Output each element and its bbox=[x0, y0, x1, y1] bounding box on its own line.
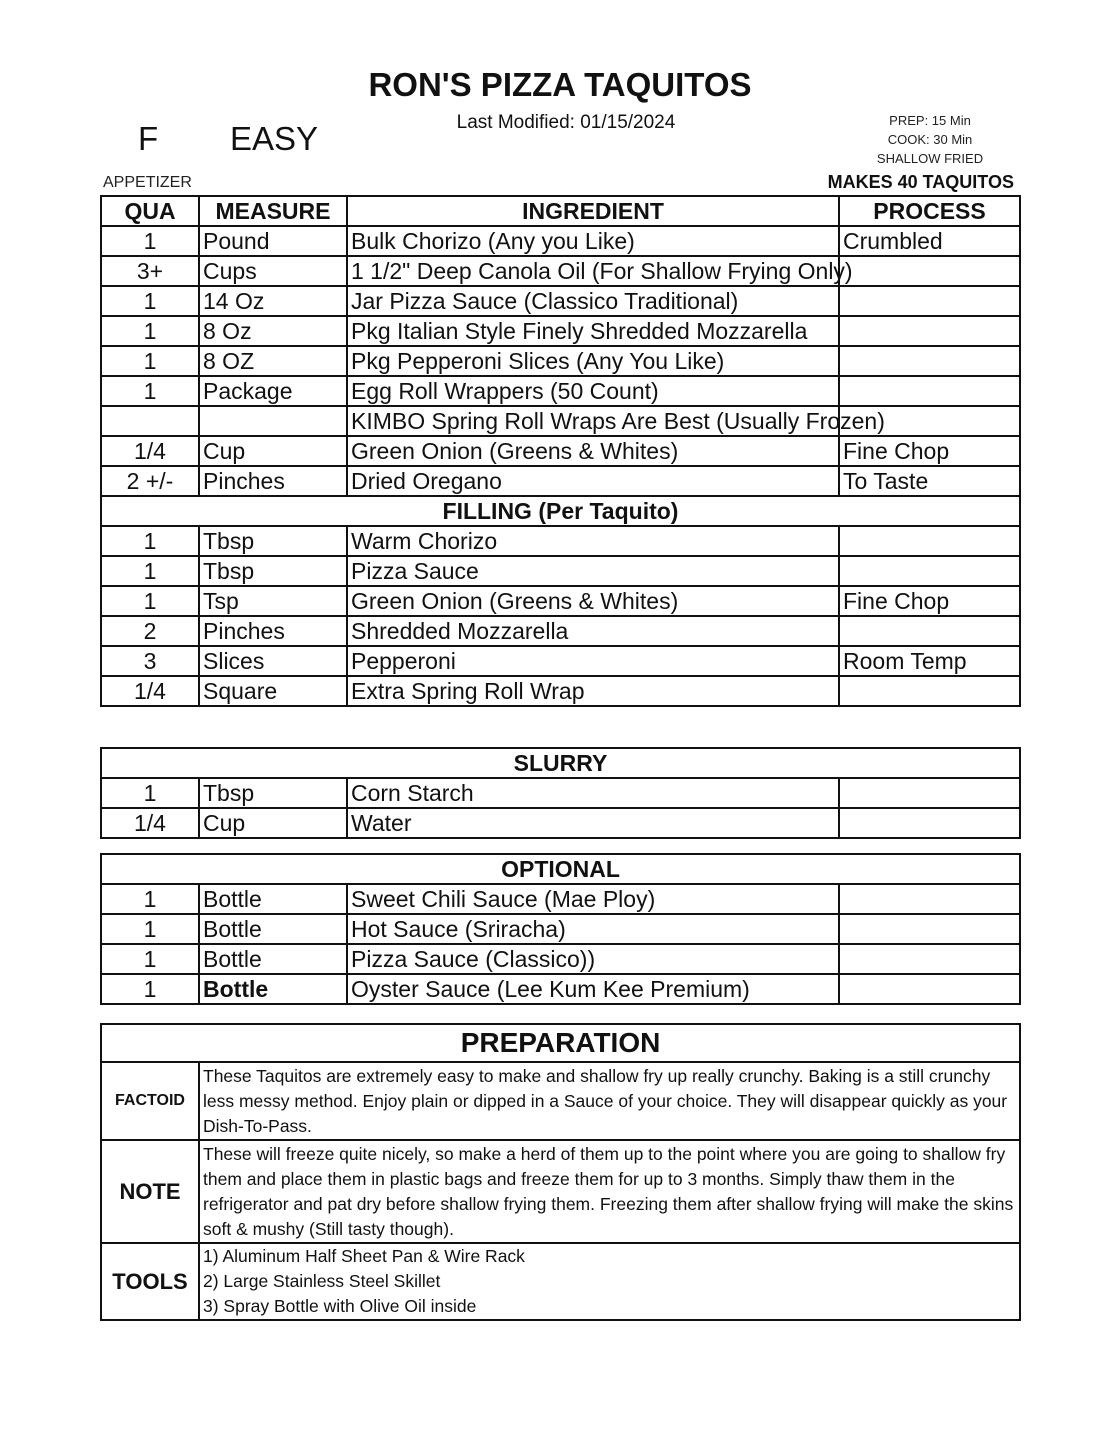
qty-cell: 1 bbox=[101, 556, 199, 586]
tool-item: 1) Aluminum Half Sheet Pan & Wire Rack bbox=[203, 1246, 525, 1266]
table-row bbox=[101, 316, 1020, 346]
ingredient-cell: 1 1/2" Deep Canola Oil (For Shallow Frying Only) bbox=[347, 256, 839, 286]
qty-cell: 1 bbox=[101, 286, 199, 316]
measure-cell: Bottle bbox=[199, 944, 347, 974]
measure-cell: Bottle bbox=[199, 914, 347, 944]
note-row bbox=[101, 1140, 1020, 1243]
ingredient-cell: KIMBO Spring Roll Wraps Are Best (Usually Frozen) bbox=[347, 406, 839, 436]
section-header-row bbox=[101, 854, 1020, 884]
section-header-row bbox=[101, 1024, 1020, 1062]
process-cell bbox=[839, 808, 1020, 838]
qty-cell: 1 bbox=[101, 778, 199, 808]
measure-cell: Tbsp bbox=[199, 556, 347, 586]
table-row bbox=[101, 466, 1020, 496]
qty-cell: 1/4 bbox=[101, 436, 199, 466]
table-row bbox=[101, 778, 1020, 808]
ingredient-cell: Shredded Mozzarella bbox=[347, 616, 839, 646]
tool-item: 2) Large Stainless Steel Skillet bbox=[203, 1271, 441, 1291]
qty-cell: 2 +/- bbox=[101, 466, 199, 496]
ingredients-table bbox=[100, 195, 1021, 707]
table-row bbox=[101, 586, 1020, 616]
table-row bbox=[101, 914, 1020, 944]
tools-list bbox=[199, 1243, 1020, 1320]
table-row bbox=[101, 406, 1020, 436]
time-info bbox=[860, 111, 1000, 168]
table-row bbox=[101, 616, 1020, 646]
table-row bbox=[101, 884, 1020, 914]
qty-cell: 1/4 bbox=[101, 808, 199, 838]
measure-cell bbox=[199, 406, 347, 436]
process-cell bbox=[839, 884, 1020, 914]
ingredient-cell: Jar Pizza Sauce (Classico Traditional) bbox=[347, 286, 839, 316]
qty-cell: 1 bbox=[101, 376, 199, 406]
ingredient-cell: Pepperoni bbox=[347, 646, 839, 676]
ingredient-cell: Hot Sauce (Sriracha) bbox=[347, 914, 839, 944]
process-cell bbox=[839, 676, 1020, 706]
process-cell: Fine Chop bbox=[839, 586, 1020, 616]
col-header-process: PROCESS bbox=[839, 196, 1020, 226]
ingredient-cell: Pizza Sauce bbox=[347, 556, 839, 586]
factoid-text: These Taquitos are extremely easy to make and shallow fry up really crunchy. Baking is a still crunchy less messy method. Enjoy plain or dipped in a Sauce of your choice. They will disappear quickly as your Dish-To-Pass. bbox=[199, 1062, 1020, 1140]
measure-cell: Cup bbox=[199, 436, 347, 466]
section-header-row bbox=[101, 496, 1020, 526]
ingredient-cell: Extra Spring Roll Wrap bbox=[347, 676, 839, 706]
qty-cell: 1 bbox=[101, 346, 199, 376]
optional-section-title: OPTIONAL bbox=[101, 854, 1020, 884]
tools-row bbox=[101, 1243, 1020, 1320]
last-modified: Last Modified: 01/15/2024 bbox=[456, 112, 676, 133]
note-label: NOTE bbox=[101, 1140, 199, 1243]
ingredient-cell: Green Onion (Greens & Whites) bbox=[347, 436, 839, 466]
ingredient-cell: Water bbox=[347, 808, 839, 838]
process-cell bbox=[839, 778, 1020, 808]
ingredient-cell: Sweet Chili Sauce (Mae Ploy) bbox=[347, 884, 839, 914]
measure-cell: Slices bbox=[199, 646, 347, 676]
table-row bbox=[101, 944, 1020, 974]
measure-cell: Package bbox=[199, 376, 347, 406]
factoid-row bbox=[101, 1062, 1020, 1140]
measure-cell: 8 OZ bbox=[199, 346, 347, 376]
process-cell bbox=[839, 346, 1020, 376]
table-row bbox=[101, 436, 1020, 466]
process-cell bbox=[839, 556, 1020, 586]
measure-cell: Tbsp bbox=[199, 526, 347, 556]
tools-label: TOOLS bbox=[101, 1243, 199, 1320]
prep-time: PREP: 15 Min bbox=[889, 113, 971, 128]
measure-cell: Cup bbox=[199, 808, 347, 838]
process-cell bbox=[839, 286, 1020, 316]
table-row bbox=[101, 974, 1020, 1004]
cook-time: COOK: 30 Min bbox=[887, 132, 973, 147]
recipe-title: RON'S PIZZA TAQUITOS bbox=[368, 66, 752, 103]
ingredient-cell: Dried Oregano bbox=[347, 466, 839, 496]
measure-cell: 14 Oz bbox=[199, 286, 347, 316]
ingredient-cell: Pkg Italian Style Finely Shredded Mozzarella bbox=[347, 316, 839, 346]
process-cell bbox=[839, 316, 1020, 346]
col-header-ingredient: INGREDIENT bbox=[347, 196, 839, 226]
col-header-measure: MEASURE bbox=[199, 196, 347, 226]
process-cell bbox=[839, 376, 1020, 406]
measure-cell: Bottle bbox=[199, 884, 347, 914]
note-text: These will freeze quite nicely, so make a herd of them up to the point where you are going to shallow fry them and place them in plastic bags and freeze them for up to 3 months. Simply thaw them in the refrigerator and pat dry before shallow frying them. Freezing them after shallow frying will make the skins soft & mushy (Still tasty though). bbox=[199, 1140, 1020, 1243]
qty-cell: 1 bbox=[101, 526, 199, 556]
measure-cell: Pinches bbox=[199, 616, 347, 646]
qty-cell: 1 bbox=[101, 974, 199, 1004]
measure-cell: Pound bbox=[199, 226, 347, 256]
recipe-category: APPETIZER bbox=[103, 174, 192, 191]
col-header-qua: QUA bbox=[101, 196, 199, 226]
slurry-section-title: SLURRY bbox=[101, 748, 1020, 778]
ingredient-cell: Green Onion (Greens & Whites) bbox=[347, 586, 839, 616]
tool-item: 3) Spray Bottle with Olive Oil inside bbox=[203, 1296, 477, 1316]
section-header-row bbox=[101, 748, 1020, 778]
table-row bbox=[101, 808, 1020, 838]
table-row bbox=[101, 676, 1020, 706]
table-row bbox=[101, 556, 1020, 586]
process-cell: To Taste bbox=[839, 466, 1020, 496]
table-row bbox=[101, 226, 1020, 256]
filling-section-title: FILLING (Per Taquito) bbox=[101, 496, 1020, 526]
ingredient-cell: Oyster Sauce (Lee Kum Kee Premium) bbox=[347, 974, 839, 1004]
measure-cell: Cups bbox=[199, 256, 347, 286]
qty-cell: 1 bbox=[101, 226, 199, 256]
qty-cell: 1/4 bbox=[101, 676, 199, 706]
preparation-table bbox=[100, 1023, 1021, 1321]
table-header-row bbox=[101, 196, 1020, 226]
ingredient-cell: Warm Chorizo bbox=[347, 526, 839, 556]
factoid-label: FACTOID bbox=[101, 1062, 199, 1140]
yield-label: MAKES 40 TAQUITOS bbox=[827, 172, 1014, 192]
table-row bbox=[101, 346, 1020, 376]
preparation-title: PREPARATION bbox=[101, 1024, 1020, 1062]
table-row bbox=[101, 376, 1020, 406]
measure-cell: Square bbox=[199, 676, 347, 706]
process-cell bbox=[839, 616, 1020, 646]
process-cell: Room Temp bbox=[839, 646, 1020, 676]
optional-table bbox=[100, 853, 1021, 1005]
measure-cell: 8 Oz bbox=[199, 316, 347, 346]
ingredient-cell: Egg Roll Wrappers (50 Count) bbox=[347, 376, 839, 406]
process-cell bbox=[839, 974, 1020, 1004]
qty-cell: 1 bbox=[101, 914, 199, 944]
qty-cell: 3 bbox=[101, 646, 199, 676]
process-cell bbox=[839, 944, 1020, 974]
measure-cell: Tbsp bbox=[199, 778, 347, 808]
difficulty-label: EASY bbox=[230, 120, 319, 157]
table-row bbox=[101, 286, 1020, 316]
table-row bbox=[101, 646, 1020, 676]
ingredient-cell: Bulk Chorizo (Any you Like) bbox=[347, 226, 839, 256]
process-cell bbox=[839, 914, 1020, 944]
qty-cell bbox=[101, 406, 199, 436]
cook-method: SHALLOW FRIED bbox=[876, 151, 984, 166]
process-cell bbox=[839, 256, 1020, 286]
ingredient-cell: Pkg Pepperoni Slices (Any You Like) bbox=[347, 346, 839, 376]
process-cell: Fine Chop bbox=[839, 436, 1020, 466]
ingredient-cell: Pizza Sauce (Classico)) bbox=[347, 944, 839, 974]
slurry-table bbox=[100, 747, 1021, 839]
process-cell: Crumbled bbox=[839, 226, 1020, 256]
qty-cell: 1 bbox=[101, 884, 199, 914]
measure-cell: Bottle bbox=[199, 974, 347, 1004]
qty-cell: 2 bbox=[101, 616, 199, 646]
measure-cell: Pinches bbox=[199, 466, 347, 496]
ingredient-cell: Corn Starch bbox=[347, 778, 839, 808]
table-row bbox=[101, 526, 1020, 556]
qty-cell: 1 bbox=[101, 586, 199, 616]
recipe-flag: F bbox=[138, 120, 159, 157]
table-row bbox=[101, 256, 1020, 286]
measure-cell: Tsp bbox=[199, 586, 347, 616]
qty-cell: 3+ bbox=[101, 256, 199, 286]
process-cell bbox=[839, 526, 1020, 556]
qty-cell: 1 bbox=[101, 316, 199, 346]
qty-cell: 1 bbox=[101, 944, 199, 974]
